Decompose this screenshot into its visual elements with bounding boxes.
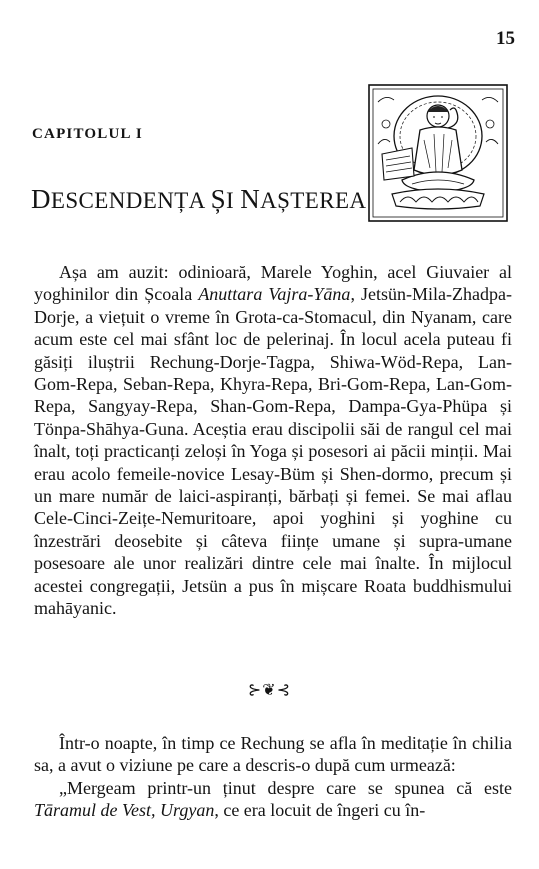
title-rest: AȘTEREA — [260, 188, 367, 213]
title-initial: N — [240, 184, 261, 214]
chapter-title-word — [210, 184, 235, 214]
title-initial: D — [31, 184, 51, 214]
italic-run: Anuttara Vajra-Yāna — [198, 284, 351, 305]
illustration — [368, 84, 508, 222]
chapter-title — [31, 184, 366, 215]
chapter-title-word — [240, 184, 367, 214]
section-fleuron: ⊱❦⊰ — [247, 682, 292, 699]
title-initial: Ș — [210, 184, 226, 214]
chapter-label: CAPITOLUL I — [32, 126, 143, 142]
page-number: 15 — [496, 28, 515, 49]
seated-yogi-woodcut-icon — [368, 84, 508, 222]
chapter-title-word — [31, 184, 205, 214]
body-section-2 — [34, 732, 512, 822]
body-paragraph-1 — [34, 261, 512, 620]
title-rest: ESCENDENȚA — [50, 188, 205, 213]
body-paragraph-2: Într-o noapte, în timp ce Rechung se afla în meditație în chilia sa, a avut o viziune pe care a descris-o după cum urmează: — [34, 733, 512, 776]
title-rest: I — [225, 188, 235, 213]
text-run: , Jetsün-Mila-Zhadpa-Dorje, a viețuit o vreme în Grota-ca-Stomacul, din Nyanam, care acum este cel mai sfânt loc de pelerinaj. În locul acela puteau fi găsiți iluștrii Rechung-Dorje-Tagpa, Shiwa-Wöd-Repa, Lan-Gom-Repa, Seban-Repa, Khyra-Repa, Bri-Gom-Repa, Lan-Gom-Repa, Sangyay-Repa, Shan-Gom-Repa, Dampa-Gya-Phüpa și Tönpa-Shāhya-Guna. Aceștia erau discipolii săi de rangul cel mai înalt, toți practicanți zeloși în Yoga și posesori ai păcii minții. Mai erau acolo femeile-novice Lesay-Büm și Shen-dormo, precum și un mare număr de laici-aspiranți, bărbați și femei. Se mai aflau Cele-Cinci-Zeițe-Nemuritoare, apoi yoghini și yoghine cu înzestrări deosebite și câteva ființe umane și supra-umane posesoare ale unor realizări dintre cele mai înalte. În mijlocul acestei congregații, Jetsün a pus în mișcare Roata buddhismului mahāyanic. — [34, 284, 512, 619]
body-paragraph-3 — [34, 777, 512, 822]
paragraph-text — [34, 261, 512, 620]
text-run: „Mergeam printr-un ținut despre care se spunea că este — [59, 777, 512, 798]
italic-run: Tāramul de Vest, Urgyan — [34, 800, 215, 821]
text-run: , ce era locuit de îngeri cu în- — [214, 800, 426, 821]
text-run: Așa am auzit: odinioară, Marele Yoghin, acel Giuvaier al yoghinilor din Școala — [34, 262, 512, 305]
